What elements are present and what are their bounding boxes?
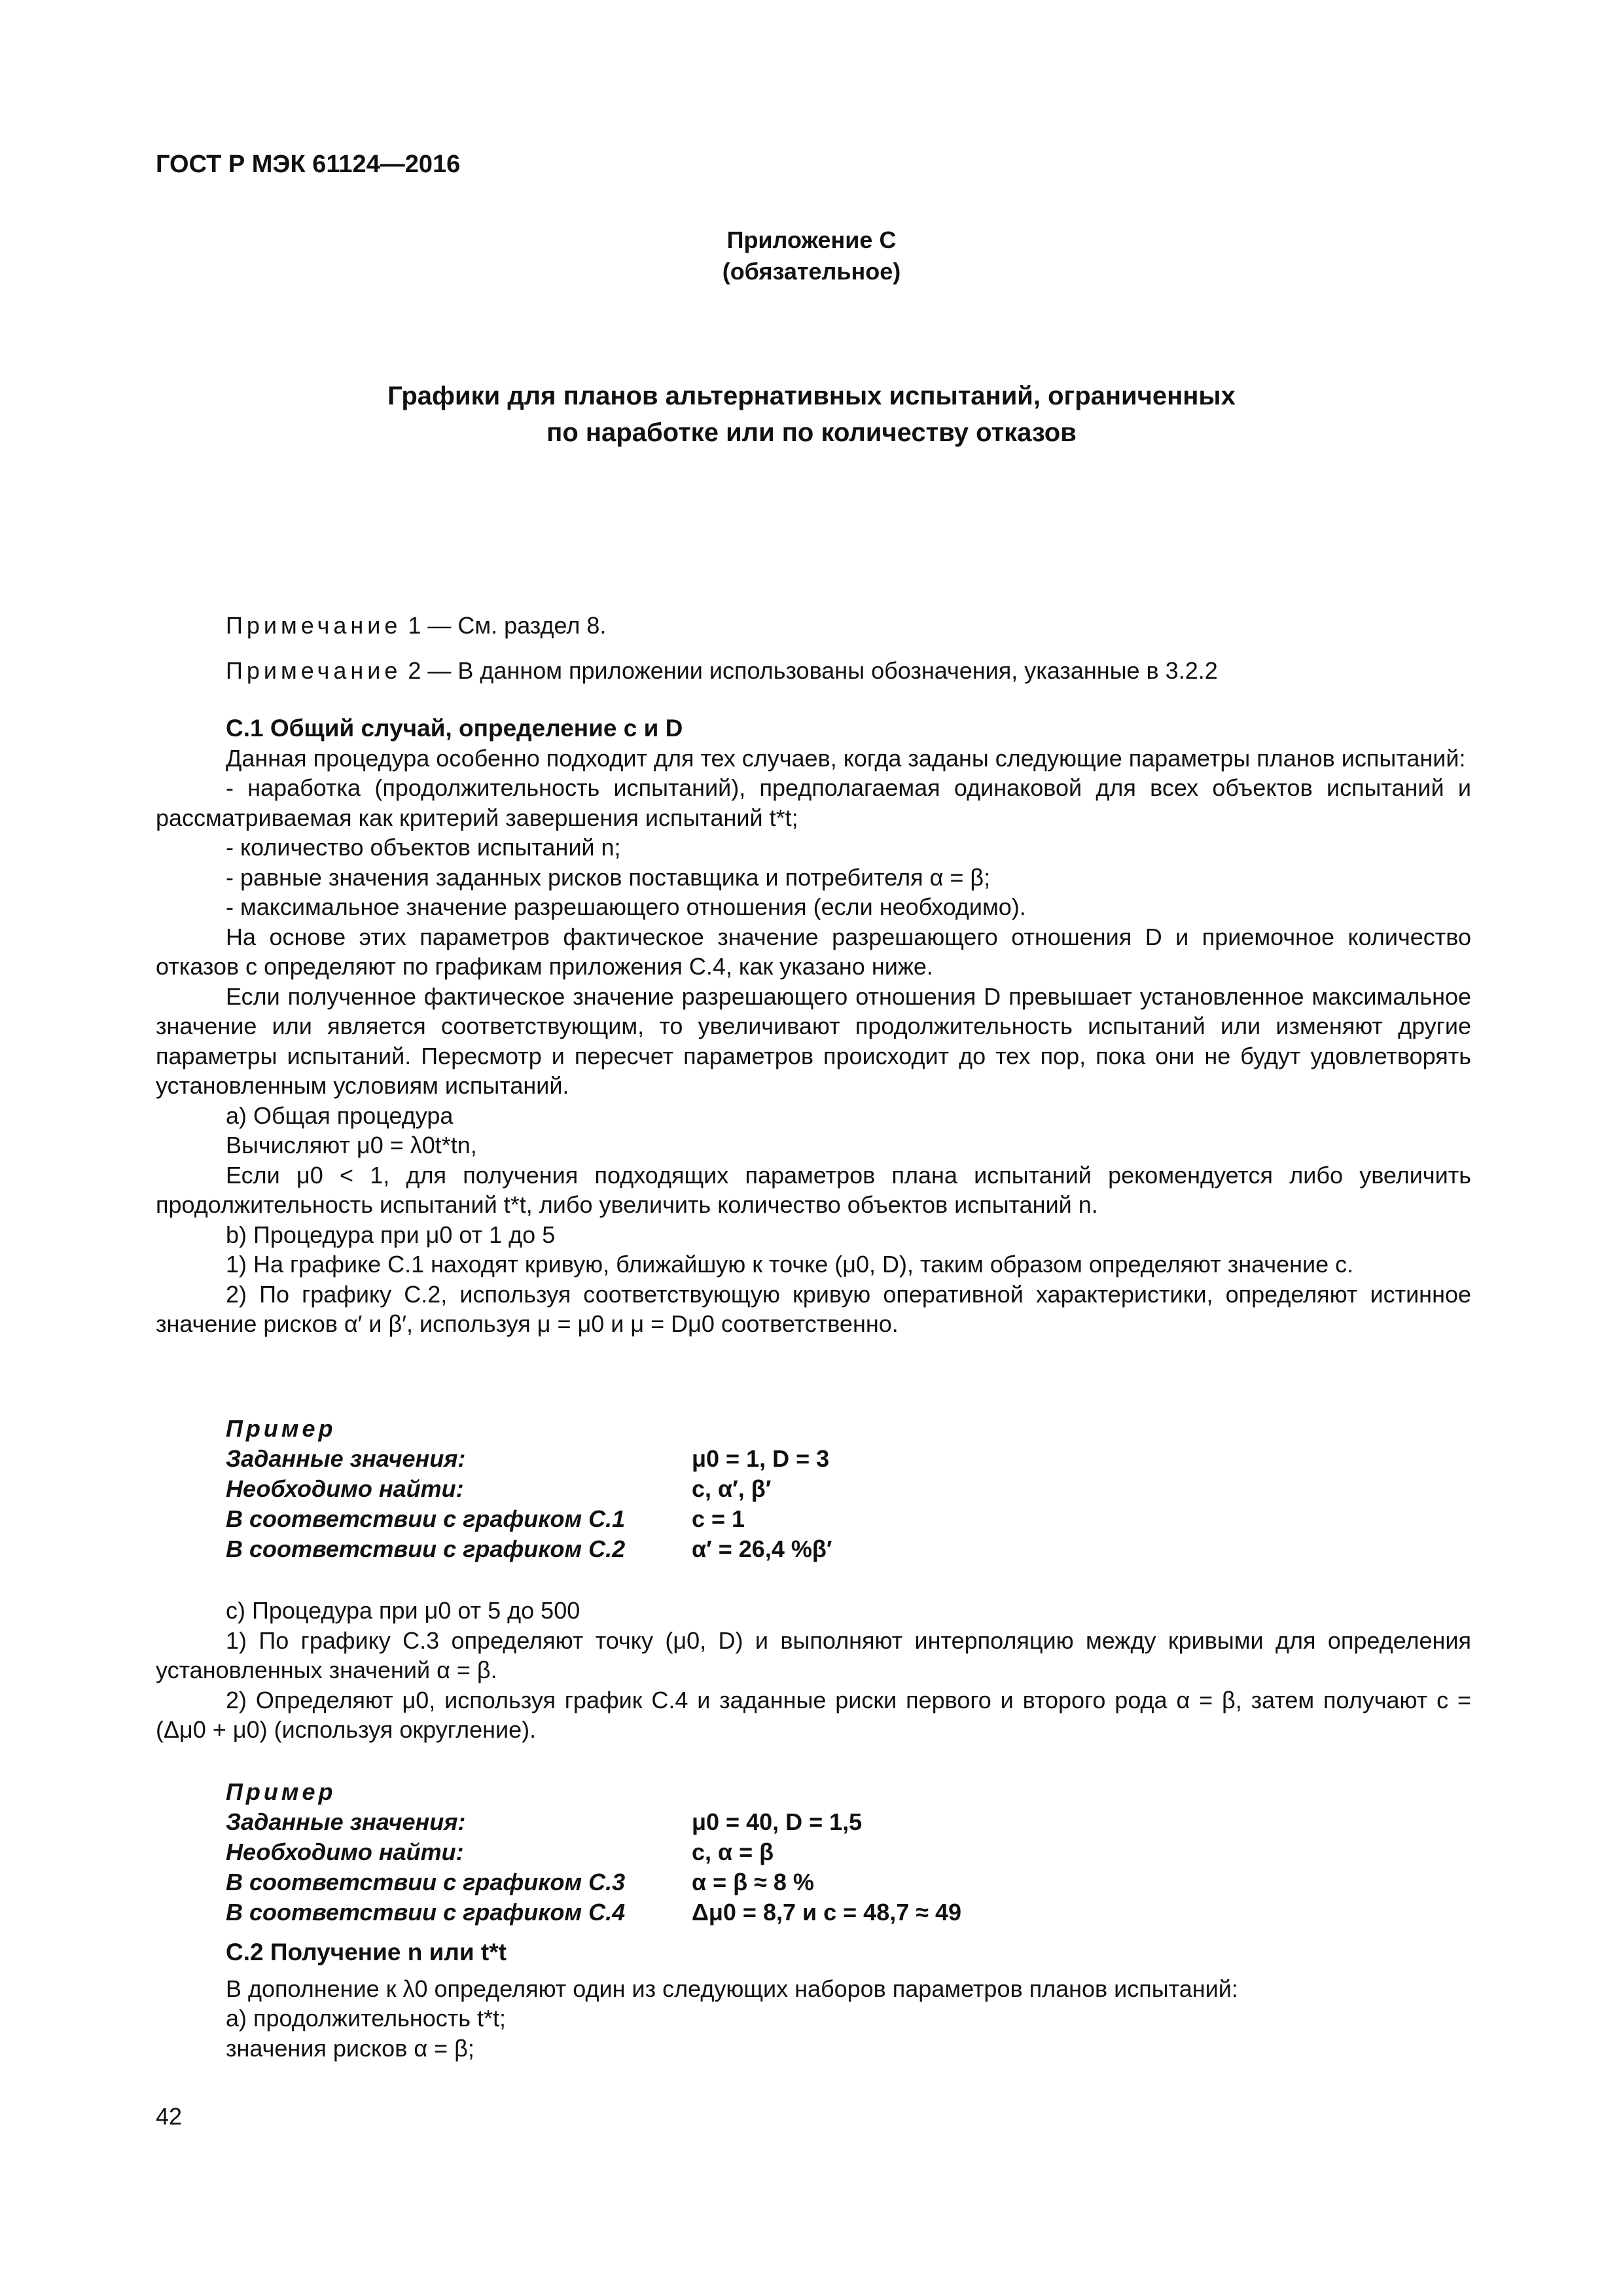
example-key: В соответствии с графиком С.2 [226, 1535, 626, 1562]
procedure-c [156, 1596, 1471, 1745]
standard-header: ГОСТ Р МЭК 61124—2016 [156, 151, 461, 178]
section-heading: С.1 Общий случай, определение c и D [226, 715, 683, 742]
subsection-a: а) Общая процедура [226, 1102, 454, 1129]
example-row [226, 1867, 961, 1897]
example-row [226, 1534, 832, 1564]
paragraph: В дополнение к λ0 определяют один из следующих наборов параметров планов испытаний: [226, 1975, 1238, 2002]
note-2 [226, 657, 1218, 685]
annex-status: (обязательное) [722, 258, 901, 285]
list-item: - максимальное значение разрешающего отношения (если необходимо). [226, 893, 1026, 920]
note-text: 1 — См. раздел 8. [408, 612, 607, 639]
example-heading: Пример [226, 1415, 336, 1442]
list-item: а) продолжительность t*t; [226, 2005, 507, 2032]
example-value: c, α = β [692, 1839, 774, 1865]
example-key: В соответствии с графиком С.3 [226, 1869, 626, 1895]
example-key: Необходимо найти: [226, 1475, 464, 1502]
annex-title [0, 378, 1623, 451]
step: 1) На графике С.1 находят кривую, ближайшую к точке (μ0, D), таким образом определяют значение c. [226, 1251, 1354, 1278]
example-value: μ0 = 40, D = 1,5 [692, 1808, 863, 1835]
step: 1) По графику С.3 определяют точку (μ0, D) и выполняют интерполяцию между кривыми для определения установленных значений α = β. [156, 1626, 1471, 1683]
note-text: 2 — В данном приложении использованы обозначения, указанные в 3.2.2 [408, 657, 1218, 684]
subsection-c: c) Процедура при μ0 от 5 до 500 [226, 1597, 580, 1624]
step: 2) По графику С.2, используя соответствующую кривую оперативной характеристики, определяют истинное значение рисков α′ и β′, используя μ = μ0 и μ = Dμ0 соответственно. [156, 1280, 1471, 1337]
page-number: 42 [156, 2103, 183, 2130]
example-value: Δμ0 = 8,7 и c = 48,7 ≈ 49 [692, 1899, 962, 1926]
example-value: α = β ≈ 8 % [692, 1869, 814, 1895]
example-row [226, 1807, 961, 1837]
example-2 [226, 1777, 961, 1928]
example-row [226, 1837, 961, 1867]
note-1 [226, 612, 606, 639]
annex-heading [0, 224, 1623, 287]
list-item: - количество объектов испытаний n; [226, 834, 621, 861]
paragraph: Если μ0 < 1, для получения подходящих параметров плана испытаний рекомендуется либо увеличить продолжительность испытаний t*t, либо увеличить количество объектов испытаний n. [156, 1161, 1471, 1218]
example-value: c, α′, β′ [692, 1475, 772, 1502]
annex-title-line1: Графики для планов альтернативных испытаний, ограниченных [387, 382, 1236, 410]
paragraph: Если полученное фактическое значение разрешающего отношения D превышает установленное максимальное значение или является соответствующим, то увеличивают продолжительность испытаний или изменяют другие параметры испытаний. Пересмотр и пересчет параметров происходит до тех пор, пока они не будут удовлетворять установленным условиям испытаний. [156, 982, 1471, 1099]
example-value: c = 1 [692, 1505, 745, 1532]
section-heading: С.2 Получение n или t*t [226, 1939, 507, 1965]
note-label: Примечание [226, 612, 402, 639]
example-key: В соответствии с графиком С.4 [226, 1899, 626, 1926]
step: 2) Определяют μ0, используя график С.4 и заданные риски первого и второго рода α = β, затем получают c = (Δμ0 + μ0) (используя округление). [156, 1686, 1471, 1743]
note-label: Примечание [226, 657, 402, 684]
example-heading: Пример [226, 1778, 336, 1805]
example-key: Заданные значения: [226, 1445, 466, 1472]
example-row [226, 1444, 832, 1474]
example-key: Необходимо найти: [226, 1839, 464, 1865]
formula-line: Вычисляют μ0 = λ0t*tn, [226, 1132, 477, 1158]
example-row [226, 1504, 832, 1534]
subsection-b: b) Процедура при μ0 от 1 до 5 [226, 1221, 556, 1248]
example-key: Заданные значения: [226, 1808, 466, 1835]
example-value: α′ = 26,4 %β′ [692, 1535, 832, 1562]
annex-label: Приложение С [726, 226, 897, 253]
section-c1 [156, 713, 1471, 1339]
example-value: μ0 = 1, D = 3 [692, 1445, 830, 1472]
example-row [226, 1474, 832, 1504]
annex-title-line2: по наработке или по количеству отказов [546, 418, 1077, 447]
paragraph: На основе этих параметров фактическое значение разрешающего отношения D и приемочное количество отказов c определяют по графикам приложения С.4, как указано ниже. [156, 923, 1471, 980]
paragraph: Данная процедура особенно подходит для тех случаев, когда заданы следующие параметры планов испытаний: [226, 744, 1466, 772]
list-item: - наработка (продолжительность испытаний), предполагаемая одинаковой для всех объектов испытаний и рассматриваемая как критерий завершения испытаний t*t; [156, 774, 1471, 831]
example-row [226, 1897, 961, 1928]
list-item: - равные значения заданных рисков поставщика и потребителя α = β; [226, 863, 991, 891]
section-c2 [156, 1937, 1471, 2063]
list-item: значения рисков α = β; [226, 2034, 474, 2062]
example-key: В соответствии с графиком С.1 [226, 1505, 626, 1532]
example-1 [226, 1414, 832, 1564]
